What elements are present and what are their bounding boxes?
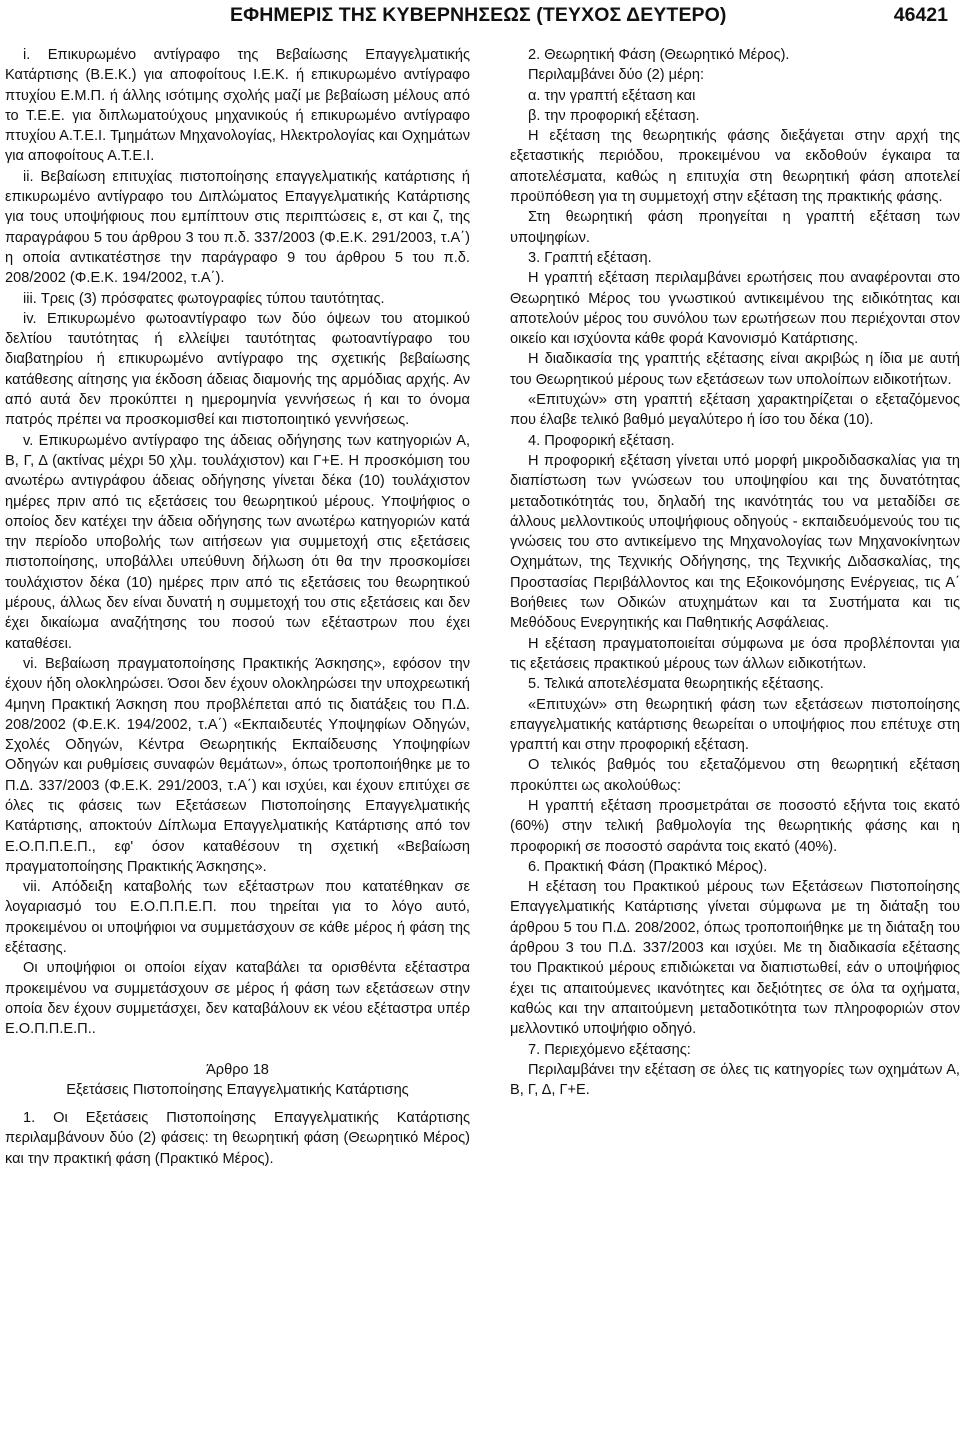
right-column — [510, 45, 960, 1100]
page-header — [0, 4, 960, 34]
heading-final-results: 5. Τελικά αποτελέσματα θεωρητικής εξέτασης. — [528, 676, 824, 693]
paragraph-written-pass: «Επιτυχών» στη γραπτή εξέταση χαρακτηρίζεται ο εξεταζόμενος που έλαβε τελικό βαθμό μεγαλύτερο ή ίσο του δέκα (10). — [510, 392, 960, 429]
paragraph-item-iv: iv. Επικυρωμένο φωτοαντίγραφο των δύο όψεων του ατομικού δελτίου ταυτότητας ή ελλείψει ταυτότητας φωτοαντίγραφο του διαβατηρίου ή επικυρωμένο αντίγραφο της σχετικής βεβαίωσης κατάθεσης αίτησης για έκδοση άδειας διαμονής της αρμόδιας αρχής. Αν από αυτά δεν προκύπτει η ημερομηνία γεννήσεως ή και το όνομα πατρός πρέπει να προσκομισθεί και πιστοποιητικό γεννήσεως. — [5, 310, 470, 429]
heading-written-exam: 3. Γραπτή εξέταση. — [528, 249, 652, 266]
list-item-written: α. την γραπτή εξέταση και — [528, 87, 696, 104]
paragraph-oral-description: Η προφορική εξέταση γίνεται υπό μορφή μικροδιδασκαλίας για τη διαπίστωση των γνώσεων του υποψηφίου και της δυνατότητας μεταδοτικότητάς του, δηλαδή της ικανότητάς του να μεταδίδει σε άλλους μελλοντικούς υποψήφιους οδηγούς - εκπαιδευόμενούς του τις γνώσεις του στο αντικείμενο της Μηχανολογίας των Μηχανοκίνητων Οχημάτων, της Τεχνικής Οδήγησης, της Τεχνικής Διδασκαλίας, της Προστασίας Περιβάλλοντος και της Εξοικονόμησης Ενέργειας, τις Α΄ Βοήθειες των Οδικών ατυχημάτων και τα Συστήματα και τις Μεθόδους Ενεργητικής και Παθητικής Ασφάλειας. — [510, 452, 960, 632]
paragraph-theory-pass: «Επιτυχών» στη θεωρητική φάση των εξετάσεων πιστοποίησης επαγγελματικής κατάρτισης θεωρείται ο υποψήφιος που επέτυχε στη γραπτή και στην προφορική εξέταση. — [510, 696, 960, 754]
paragraph-final-grade: Ο τελικός βαθμός του εξεταζόμενου στη θεωρητική εξέταση προκύπτει ως ακολούθως: — [510, 757, 960, 794]
paragraph-item-vii: vii. Απόδειξη καταβολής των εξέταστρων που κατατέθηκαν σε λογαριασμό του Ε.Ο.Π.Π.Ε.Π. που τηρείται για το λόγο αυτό, προκειμένου οι υποψήφιοι να συμμετάσχουν σε κάθε μέρος ή φάση της εξέτασης. — [5, 879, 470, 957]
paragraph-item-i: i. Επικυρωμένο αντίγραφο της Βεβαίωσης Επαγγελματικής Κατάρτισης (Β.Ε.Κ.) για αποφοίτους Ι.Ε.Κ. ή επικυρωμένο αντίγραφο πτυχίου Ε.Μ.Π. ή άλλης ισότιμης σχολής μαζί με βεβαίωση μέλους από το Τ.Ε.Ε. για διπλωματούχους μηχανικούς ή επικυρωμένο αντίγραφο πτυχίου Α.Τ.Ε.Ι. Τμημάτων Μηχανολογίας, Ηλεκτρολογίας και Οχημάτων για αποφοίτους Α.Τ.Ε.Ι. — [5, 47, 470, 165]
paragraph-oral-procedure: Η εξέταση πραγματοποιείται σύμφωνα με όσα προβλέπονται για τις εξετάσεις πρακτικού μέρους των άλλων ειδικοτήτων. — [510, 635, 960, 672]
paragraph-written-procedure: Η διαδικασία της γραπτής εξέτασης είναι ακριβώς η ίδια με αυτή του Θεωρητικού μέρους των εξετάσεων των υπολοίπων ειδικοτήτων. — [510, 351, 960, 388]
article-title: Εξετάσεις Πιστοποίησης Επαγγελματικής Κατάρτισης — [66, 1081, 409, 1098]
paragraph-exam-content: Περιλαμβάνει την εξέταση σε όλες τις κατηγορίες των οχημάτων Α, Β, Γ, Δ, Γ+Ε. — [510, 1061, 960, 1099]
paragraph-item-vi: vi. Βεβαίωση πραγματοποίησης Πρακτικής Άσκησης», εφόσον την έχουν ήδη ολοκληρώσει. Όσοι δεν έχουν ολοκληρώσει την υποχρεωτική 4μηνη Πρακτική Άσκηση που προβλέπεται από τις διατάξεις του Π.Δ. 208/2002 (Φ.Ε.Κ. 194/2002, τ.Α΄) «Εκπαιδευτές Υποψηφίων Οδηγών, Σχολές Οδηγών, Κέντρα Θεωρητικής Εκπαίδευσης Υποψηφίων Οδηγών και ρυθμίσεις συναφών θεμάτων», όπως τροποποιήθηκε με το Π.Δ. 337/2003 (Φ.Ε.Κ. 291/2003, τ.Α΄) και ισχύει, και έχουν επιτύχει σε όλες τις φάσεις των Εξετάσεων Πιστοποίησης Επαγγελματικής Κατάρτισης, αποκτούν Δίπλωμα Επαγγελματικής Κατάρτισης από τον Ε.Ο.Π.Π.Ε.Π., εφ' όσον καταθέσουν τη σχετική «Βεβαίωση πραγματοποίησης Πρακτικής Άσκησης». — [5, 655, 470, 875]
paragraph-two-parts: Περιλαμβάνει δύο (2) μέρη: — [528, 67, 704, 84]
paragraph-grade-weights: Η γραπτή εξέταση προσμετράται σε ποσοστό εξήντα τοις εκατό (60%) στην τελική βαθμολογία της θεωρητικής φάσης και η προφορική σε ποσοστό σαράντα τοις εκατό (40%). — [510, 797, 960, 855]
paragraph-theory-timing: Η εξέταση της θεωρητικής φάσης διεξάγεται στην αρχή της εξεταστικής περιόδου, προκειμένου να εκδοθούν έγκαιρα τα αποτελέσματα, καθώς η επιτυχία στη θεωρητική φάση αποτελεί προϋπόθεση για τη συμμετοχή στην εξέταση της πρακτικής φάσης. — [510, 128, 960, 206]
paragraph-item-ii: ii. Βεβαίωση επιτυχίας πιστοποίησης επαγγελματικής κατάρτισης ή επικυρωμένο αντίγραφο του Διπλώματος Επαγγελματικής Κατάρτισης για τους υποψήφιους που εμπίπτουν στις περιπτώσεις ε, στ και ζ, της παραγράφου 5 του άρθρου 3 του π.δ. 337/2003 (Φ.Ε.Κ. 291/2003, τ.Α΄) η οποία αντικατέστησε την παράγραφο 9 του άρθρου 5 του π.δ. 208/2002 (Φ.Ε.Κ. 194/2002, τ.Α΄). — [5, 168, 470, 287]
heading-oral-exam: 4. Προφορική εξέταση. — [528, 432, 675, 449]
paragraph-practical-description: Η εξέταση του Πρακτικού μέρους των Εξετάσεων Πιστοποίησης Επαγγελματικής Κατάρτισης γίνεται σύμφωνα με τη διάταξη του άρθρου 5 του Π.Δ. 208/2002, όπως τροποποιήθηκε με τη διάταξη του άρθρου 3 του Π.Δ. 337/2003 και ισχύει. Με τη διαδικασία εξέτασης του Πρακτικού μέρους επιδιώκεται να διαπιστωθεί, εάν ο υποψήφιος έχει τις απαιτούμενες ικανότητες και δεξιότητες σε όλα τα οχήματα, καθώς και την απαιτούμενη μεταδοτικότητα των πληροφοριών στον μελλοντικό υποψήφιο οδηγό. — [510, 879, 960, 1038]
paragraph-fee-note: Οι υποψήφιοι οι οποίοι είχαν καταβάλει τα ορισθέντα εξέταστρα προκειμένου να συμμετάσχουν σε μέρος ή φάση των εξετάσεων στην οποία δεν έχουν συμμετάσχει, δεν καταβάλουν εκ νέου εξέταστρα υπέρ Ε.Ο.Π.Π.Ε.Π.. — [5, 960, 470, 1038]
gazette-title: ΕΦΗΜΕΡΙΣ ΤΗΣ ΚΥΒΕΡΝΗΣΕΩΣ (ΤΕΥΧΟΣ ΔΕΥΤΕΡΟ) — [230, 4, 727, 26]
paragraph-item-iii: iii. Τρεις (3) πρόσφατες φωτογραφίες τύπου ταυτότητας. — [23, 290, 385, 307]
paragraph-item-v: v. Επικυρωμένο αντίγραφο της άδειας οδήγησης των κατηγοριών Α, Β, Γ, Δ (ακτίνας μέχρι 50 χλμ. τουλάχιστον) και Γ+Ε. Η προσκόμιση του ανωτέρω αντιγράφου άδειας οδήγησης γίνεται δέκα (10) τουλάχιστον ημέρες πριν από τις εξετάσεις του θεωρητικού μέρους. Υποψήφιος ο οποίος δεν κατέχει την άδεια οδήγησης των ανωτέρω κατηγοριών κατά την περίοδο υποβολής των αιτήσεων για συμμετοχή στις εξετάσεις πιστοποίησης, υποβάλλει υπεύθυνη δήλωση ότι θα την προσκομίσει τουλάχιστον δέκα (10) ημέρες πριν από τις εξετάσεις του θεωρητικού μέρους, άλλως δεν είναι δυνατή η συμμετοχή του στις εξετάσεις και δεν έχει δικαίωμα αναζήτησης του ποσού των εξέταστρων που έχει καταθέσει. — [5, 432, 470, 652]
heading-theoretical-phase: 2. Θεωρητική Φάση (Θεωρητικό Μέρος). — [528, 47, 790, 63]
heading-exam-content: 7. Περιεχόμενο εξέτασης: — [528, 1041, 691, 1058]
article-number: Άρθρο 18 — [206, 1061, 269, 1078]
heading-practical-phase: 6. Πρακτική Φάση (Πρακτικό Μέρος). — [528, 858, 768, 875]
paragraph-written-first: Στη θεωρητική φάση προηγείται η γραπτή εξέταση των υποψηφίων. — [510, 209, 960, 246]
paragraph-written-questions: Η γραπτή εξέταση περιλαμβάνει ερωτήσεις που αναφέρονται στο Θεωρητικό Μέρος του γνωστικού αντικειμένου της ειδικότητας και αποτελούν μέρος του συνόλου των ερωτήσεων που περιέχονται στον οικείο και ισχύοντα κάθε φορά Κανονισμό Κατάρτισης. — [510, 270, 960, 348]
page-number: 46421 — [893, 4, 948, 26]
paragraph-article-18-1: 1. Οι Εξετάσεις Πιστοποίησης Επαγγελματικής Κατάρτισης περιλαμβάνουν δύο (2) φάσεις: τη θεωρητική φάση (Θεωρητικό Μέρος) και την πρακτική φάση (Πρακτικό Μέρος). — [5, 1110, 470, 1167]
list-item-oral: β. την προφορική εξέταση. — [528, 107, 700, 124]
left-column — [5, 45, 470, 1169]
